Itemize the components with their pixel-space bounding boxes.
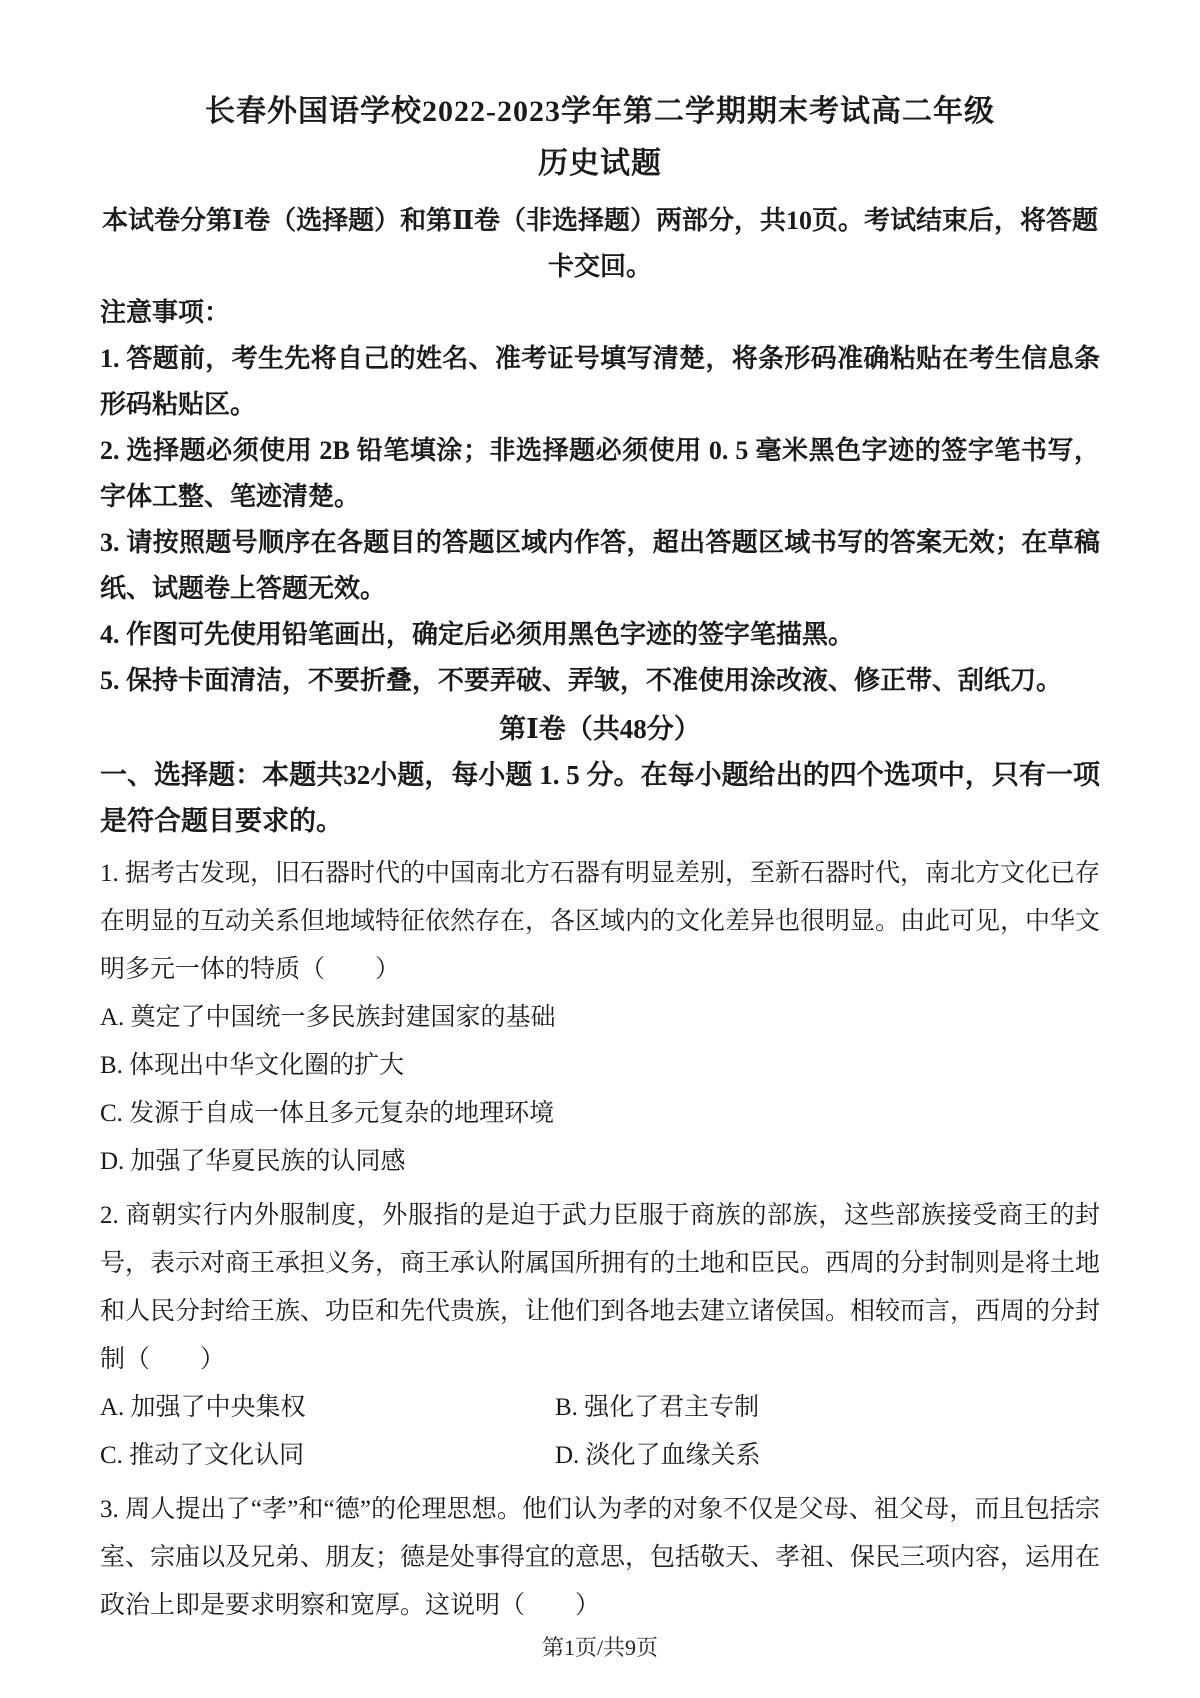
page-number: 第1页/共9页 <box>541 1635 659 1660</box>
question-2-stem: 2. 商朝实行内外服制度，外服指的是迫于武力臣服于商族的部族，这些部族接受商王的封号，表示对商王承担义务，商王承认附属国所拥有的土地和臣民。西周的分封制则是将土地和人民分封给王族、功臣和先代贵族，让他们到各地去建立诸侯国。相较而言，西周的分封制（ ） <box>100 1202 1101 1373</box>
question-2-option-c: C. 推动了文化认同 <box>100 1442 305 1469</box>
note-item-1: 1. 答题前，考生先将自己的姓名、准考证号填写清楚，将条形码准确粘贴在考生信息条形码粘贴区。 <box>100 344 1100 419</box>
question-1-option-d: D. 加强了华夏民族的认同感 <box>100 1148 406 1175</box>
question-1-stem: 1. 据考古发现，旧石器时代的中国南北方石器有明显差别，至新石器时代，南北方文化已存在明显的互动关系但地域特征依然存在，各区域内的文化差异也很明显。由此可见，中华文明多元一体的特质（ ） <box>100 860 1101 983</box>
exam-subject-title: 历史试题 <box>538 147 662 180</box>
question-3 <box>100 1486 1100 1630</box>
question-1-options <box>100 994 1100 1186</box>
exam-intro: 本试卷分第Ⅰ卷（选择题）和第Ⅱ卷（非选择题）两部分，共10页。考试结束后，将答题卡交回。 <box>101 206 1099 281</box>
question-1-option-a: A. 奠定了中国统一多民族封建国家的基础 <box>100 1004 556 1031</box>
question-2-option-b: B. 强化了君主专制 <box>555 1394 760 1421</box>
question-2-option-d: D. 淡化了血缘关系 <box>555 1442 761 1469</box>
section-1-instruction: 一、选择题：本题共32小题，每小题 1. 5 分。在每小题给出的四个选项中，只有一项是符合题目要求的。 <box>100 760 1100 836</box>
question-1-option-c: C. 发源于自成一体且多元复杂的地理环境 <box>100 1100 555 1127</box>
note-item-2: 2. 选择题必须使用 2B 铅笔填涂；非选择题必须使用 0. 5 毫米黑色字迹的签字笔书写，字体工整、笔迹清楚。 <box>100 436 1100 511</box>
exam-title: 长春外国语学校2022-2023学年第二学期期末考试高二年级 <box>205 95 995 128</box>
question-2-option-a: A. 加强了中央集权 <box>100 1394 306 1421</box>
section-1-title: 第Ⅰ卷（共48分） <box>499 714 701 744</box>
question-1-option-b: B. 体现出中华文化圈的扩大 <box>100 1052 405 1079</box>
notes-header: 注意事项： <box>100 298 231 327</box>
note-item-3: 3. 请按照题号顺序在各题目的答题区域内作答，超出答题区域书写的答案无效；在草稿纸、试题卷上答题无效。 <box>100 528 1100 603</box>
note-item-4: 4. 作图可先使用铅笔画出，确定后必须用黑色字迹的签字笔描黑。 <box>100 620 855 649</box>
question-1 <box>100 850 1100 1186</box>
question-2 <box>100 1192 1100 1480</box>
question-3-stem: 3. 周人提出了“孝”和“德”的伦理思想。他们认为孝的对象不仅是父母、祖父母，而且包括宗室、宗庙以及兄弟、朋友；德是处事得宜的意思，包括敬天、孝祖、保民三项内容，运用在政治上即是要求明察和宽厚。这说明（ ） <box>100 1496 1101 1619</box>
question-2-options <box>100 1384 1100 1480</box>
note-item-5: 5. 保持卡面清洁，不要折叠，不要弄破、弄皱，不准使用涂改液、修正带、刮纸刀。 <box>100 666 1063 695</box>
